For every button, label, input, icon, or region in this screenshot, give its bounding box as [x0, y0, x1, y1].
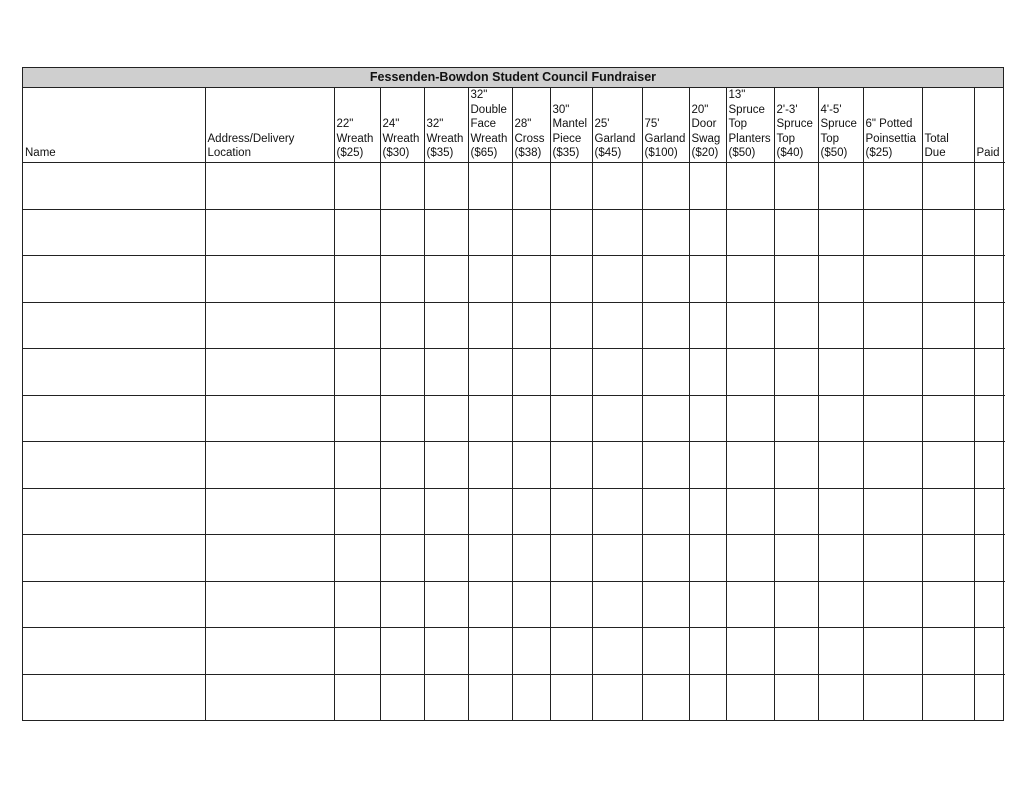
column-header-22-wreath: 22" Wreath ($25): [334, 88, 380, 163]
column-header-2-3-spruce-top: 2'-3' Spruce Top ($40): [774, 88, 818, 163]
table-cell[interactable]: [863, 581, 922, 628]
column-header-25-garland: 25' Garland ($45): [592, 88, 642, 163]
table-cell[interactable]: [863, 256, 922, 303]
table-cell[interactable]: [592, 628, 642, 675]
table-row: [23, 674, 1005, 720]
table-cell[interactable]: [512, 581, 550, 628]
table-cell[interactable]: [23, 256, 205, 303]
table-cell[interactable]: [689, 163, 726, 210]
table-cell[interactable]: [334, 442, 380, 489]
table-cell[interactable]: [550, 349, 592, 396]
table-cell[interactable]: [23, 674, 205, 720]
table-cell[interactable]: [424, 349, 468, 396]
table-row: [23, 535, 1005, 582]
order-form: [22, 67, 1004, 721]
table-cell[interactable]: [424, 674, 468, 720]
table-cell[interactable]: [205, 535, 334, 582]
table-cell[interactable]: [592, 674, 642, 720]
table-cell[interactable]: [468, 163, 512, 210]
table-cell[interactable]: [424, 302, 468, 349]
table-cell[interactable]: [592, 535, 642, 582]
table-cell[interactable]: [642, 256, 689, 303]
table-row: [23, 209, 1005, 256]
table-cell[interactable]: [922, 302, 974, 349]
table-cell[interactable]: [974, 256, 1005, 303]
table-cell[interactable]: [689, 488, 726, 535]
table-cell[interactable]: [818, 209, 863, 256]
column-header-30-mantel-piece: 30" Mantel Piece ($35): [550, 88, 592, 163]
table-cell[interactable]: [863, 209, 922, 256]
table-cell[interactable]: [689, 581, 726, 628]
table-cell[interactable]: [818, 628, 863, 675]
table-cell[interactable]: [922, 442, 974, 489]
table-cell[interactable]: [512, 488, 550, 535]
table-cell[interactable]: [468, 488, 512, 535]
table-cell[interactable]: [468, 628, 512, 675]
table-cell[interactable]: [774, 395, 818, 442]
table-cell[interactable]: [23, 581, 205, 628]
table-cell[interactable]: [205, 628, 334, 675]
header-row: [23, 88, 1005, 163]
table-cell[interactable]: [774, 442, 818, 489]
table-cell[interactable]: [689, 628, 726, 675]
table-cell[interactable]: [818, 674, 863, 720]
table-cell[interactable]: [23, 442, 205, 489]
table-cell[interactable]: [922, 395, 974, 442]
table-cell[interactable]: [642, 535, 689, 582]
table-cell[interactable]: [380, 349, 424, 396]
table-cell[interactable]: [550, 628, 592, 675]
table-cell[interactable]: [689, 256, 726, 303]
table-cell[interactable]: [550, 581, 592, 628]
table-cell[interactable]: [642, 581, 689, 628]
table-cell[interactable]: [818, 163, 863, 210]
table-cell[interactable]: [424, 488, 468, 535]
table-row: [23, 349, 1005, 396]
table-cell[interactable]: [726, 535, 774, 582]
table-cell[interactable]: [334, 256, 380, 303]
table-cell[interactable]: [689, 535, 726, 582]
table-cell[interactable]: [205, 442, 334, 489]
table-cell[interactable]: [512, 302, 550, 349]
table-cell[interactable]: [774, 488, 818, 535]
table-cell[interactable]: [334, 209, 380, 256]
table-cell[interactable]: [468, 581, 512, 628]
table-cell[interactable]: [774, 256, 818, 303]
table-cell[interactable]: [380, 163, 424, 210]
table-cell[interactable]: [774, 674, 818, 720]
table-cell[interactable]: [726, 349, 774, 396]
table-cell[interactable]: [689, 442, 726, 489]
table-cell[interactable]: [205, 349, 334, 396]
table-cell[interactable]: [512, 442, 550, 489]
table-cell[interactable]: [550, 442, 592, 489]
column-header-75-garland: 75' Garland ($100): [642, 88, 689, 163]
table-cell[interactable]: [863, 349, 922, 396]
table-cell[interactable]: [334, 628, 380, 675]
table-cell[interactable]: [818, 395, 863, 442]
table-cell[interactable]: [592, 488, 642, 535]
table-cell[interactable]: [550, 302, 592, 349]
table-cell[interactable]: [726, 442, 774, 489]
table-cell[interactable]: [512, 628, 550, 675]
table-cell[interactable]: [974, 349, 1005, 396]
table-cell[interactable]: [205, 163, 334, 210]
table-cell[interactable]: [974, 581, 1005, 628]
table-cell[interactable]: [974, 395, 1005, 442]
table-cell[interactable]: [863, 488, 922, 535]
table-row: [23, 442, 1005, 489]
table-cell[interactable]: [726, 163, 774, 210]
column-header-32-double-face-wreath: 32" Double Face Wreath ($65): [468, 88, 512, 163]
table-cell[interactable]: [726, 302, 774, 349]
table-cell[interactable]: [689, 349, 726, 396]
table-cell[interactable]: [380, 581, 424, 628]
table-cell[interactable]: [512, 395, 550, 442]
table-cell[interactable]: [205, 674, 334, 720]
table-cell[interactable]: [205, 256, 334, 303]
table-cell[interactable]: [468, 302, 512, 349]
table-cell[interactable]: [863, 674, 922, 720]
table-cell[interactable]: [592, 349, 642, 396]
table-cell[interactable]: [774, 302, 818, 349]
table-cell[interactable]: [424, 628, 468, 675]
table-cell[interactable]: [774, 163, 818, 210]
table-cell[interactable]: [334, 349, 380, 396]
table-cell[interactable]: [974, 302, 1005, 349]
table-cell[interactable]: [380, 442, 424, 489]
table-cell[interactable]: [689, 209, 726, 256]
table-cell[interactable]: [592, 581, 642, 628]
table-cell[interactable]: [424, 209, 468, 256]
column-header-name: Name: [23, 88, 205, 163]
table-cell[interactable]: [974, 535, 1005, 582]
table-cell[interactable]: [205, 395, 334, 442]
table-cell[interactable]: [512, 209, 550, 256]
table-cell[interactable]: [592, 442, 642, 489]
table-cell[interactable]: [380, 488, 424, 535]
table-cell[interactable]: [468, 256, 512, 303]
table-cell[interactable]: [974, 674, 1005, 720]
table-cell[interactable]: [550, 209, 592, 256]
table-row: [23, 628, 1005, 675]
table-cell[interactable]: [424, 581, 468, 628]
table-cell[interactable]: [863, 302, 922, 349]
column-header-paid: Paid: [974, 88, 1005, 163]
column-header-address: Address/Delivery Location: [205, 88, 334, 163]
column-header-6-potted-poinsettia: 6" Potted Poinsettia ($25): [863, 88, 922, 163]
table-cell[interactable]: [642, 442, 689, 489]
table-cell[interactable]: [468, 209, 512, 256]
table-cell[interactable]: [334, 581, 380, 628]
table-cell[interactable]: [642, 488, 689, 535]
table-cell[interactable]: [550, 256, 592, 303]
table-cell[interactable]: [922, 209, 974, 256]
table-row: [23, 163, 1005, 210]
table-cell[interactable]: [424, 395, 468, 442]
table-row: [23, 256, 1005, 303]
table-cell[interactable]: [23, 302, 205, 349]
column-header-4-5-spruce-top: 4'-5' Spruce Top ($50): [818, 88, 863, 163]
table-cell[interactable]: [205, 581, 334, 628]
table-cell[interactable]: [863, 442, 922, 489]
table-cell[interactable]: [922, 581, 974, 628]
table-row: [23, 581, 1005, 628]
table-cell[interactable]: [512, 535, 550, 582]
table-cell[interactable]: [468, 442, 512, 489]
table-cell[interactable]: [512, 256, 550, 303]
order-rows: [23, 163, 1005, 721]
column-header-32-wreath: 32" Wreath ($35): [424, 88, 468, 163]
table-cell[interactable]: [774, 628, 818, 675]
table-cell[interactable]: [380, 674, 424, 720]
table-cell[interactable]: [726, 209, 774, 256]
table-cell[interactable]: [334, 395, 380, 442]
table-cell[interactable]: [512, 674, 550, 720]
table-cell[interactable]: [468, 674, 512, 720]
table-cell[interactable]: [726, 581, 774, 628]
table-cell[interactable]: [550, 395, 592, 442]
table-cell[interactable]: [642, 395, 689, 442]
table-cell[interactable]: [380, 628, 424, 675]
table-cell[interactable]: [23, 535, 205, 582]
table-cell[interactable]: [863, 395, 922, 442]
table-cell[interactable]: [550, 674, 592, 720]
table-cell[interactable]: [205, 302, 334, 349]
table-cell[interactable]: [334, 674, 380, 720]
table-cell[interactable]: [726, 488, 774, 535]
table-cell[interactable]: [974, 163, 1005, 210]
table-cell[interactable]: [818, 581, 863, 628]
table-cell[interactable]: [592, 209, 642, 256]
table-cell[interactable]: [23, 209, 205, 256]
table-cell[interactable]: [863, 163, 922, 210]
table-cell[interactable]: [818, 349, 863, 396]
table-cell[interactable]: [550, 535, 592, 582]
table-cell[interactable]: [642, 302, 689, 349]
table-cell[interactable]: [974, 209, 1005, 256]
table-cell[interactable]: [468, 395, 512, 442]
table-cell[interactable]: [922, 163, 974, 210]
table-cell[interactable]: [774, 209, 818, 256]
table-cell[interactable]: [424, 163, 468, 210]
table-cell[interactable]: [23, 395, 205, 442]
table-cell[interactable]: [424, 535, 468, 582]
table-cell[interactable]: [818, 535, 863, 582]
table-cell[interactable]: [818, 488, 863, 535]
table-cell[interactable]: [23, 163, 205, 210]
table-cell[interactable]: [726, 674, 774, 720]
table-cell[interactable]: [380, 302, 424, 349]
table-cell[interactable]: [380, 535, 424, 582]
table-cell[interactable]: [592, 256, 642, 303]
table-cell[interactable]: [23, 488, 205, 535]
table-cell[interactable]: [550, 488, 592, 535]
column-header-20-door-swag: 20" Door Swag ($20): [689, 88, 726, 163]
table-row: [23, 395, 1005, 442]
table-cell[interactable]: [726, 628, 774, 675]
order-table: [23, 88, 1005, 720]
table-cell[interactable]: [380, 209, 424, 256]
table-cell[interactable]: [818, 256, 863, 303]
table-cell[interactable]: [550, 163, 592, 210]
table-cell[interactable]: [642, 674, 689, 720]
table-cell[interactable]: [468, 535, 512, 582]
form-title: Fessenden-Bowdon Student Council Fundraiser: [23, 68, 1003, 88]
table-cell[interactable]: [689, 674, 726, 720]
table-cell[interactable]: [592, 163, 642, 210]
table-cell[interactable]: [974, 442, 1005, 489]
column-header-28-cross: 28" Cross ($38): [512, 88, 550, 163]
table-cell[interactable]: [642, 349, 689, 396]
table-cell[interactable]: [592, 302, 642, 349]
table-cell[interactable]: [334, 535, 380, 582]
column-header-24-wreath: 24" Wreath ($30): [380, 88, 424, 163]
table-cell[interactable]: [774, 535, 818, 582]
table-cell[interactable]: [922, 535, 974, 582]
table-cell[interactable]: [380, 256, 424, 303]
table-cell[interactable]: [922, 628, 974, 675]
table-cell[interactable]: [774, 349, 818, 396]
table-cell[interactable]: [863, 628, 922, 675]
table-cell[interactable]: [922, 349, 974, 396]
table-cell[interactable]: [863, 535, 922, 582]
table-cell[interactable]: [818, 302, 863, 349]
table-cell[interactable]: [512, 349, 550, 396]
table-cell[interactable]: [922, 674, 974, 720]
table-cell[interactable]: [512, 163, 550, 210]
table-cell[interactable]: [468, 349, 512, 396]
table-cell[interactable]: [23, 628, 205, 675]
table-cell[interactable]: [726, 256, 774, 303]
table-cell[interactable]: [726, 395, 774, 442]
table-cell[interactable]: [642, 628, 689, 675]
table-cell[interactable]: [974, 488, 1005, 535]
table-cell[interactable]: [642, 163, 689, 210]
table-cell[interactable]: [689, 395, 726, 442]
table-cell[interactable]: [592, 395, 642, 442]
table-cell[interactable]: [642, 209, 689, 256]
table-row: [23, 488, 1005, 535]
table-cell[interactable]: [689, 302, 726, 349]
table-cell[interactable]: [334, 488, 380, 535]
table-cell[interactable]: [380, 395, 424, 442]
table-cell[interactable]: [334, 302, 380, 349]
table-cell[interactable]: [774, 581, 818, 628]
table-cell[interactable]: [205, 209, 334, 256]
table-cell[interactable]: [424, 256, 468, 303]
table-row: [23, 302, 1005, 349]
column-header-total-due: Total Due: [922, 88, 974, 163]
table-cell[interactable]: [922, 488, 974, 535]
table-cell[interactable]: [424, 442, 468, 489]
table-cell[interactable]: [922, 256, 974, 303]
table-cell[interactable]: [23, 349, 205, 396]
column-header-13-spruce-top-planters: 13" Spruce Top Planters ($50): [726, 88, 774, 163]
table-cell[interactable]: [334, 163, 380, 210]
table-cell[interactable]: [205, 488, 334, 535]
table-cell[interactable]: [974, 628, 1005, 675]
table-cell[interactable]: [818, 442, 863, 489]
